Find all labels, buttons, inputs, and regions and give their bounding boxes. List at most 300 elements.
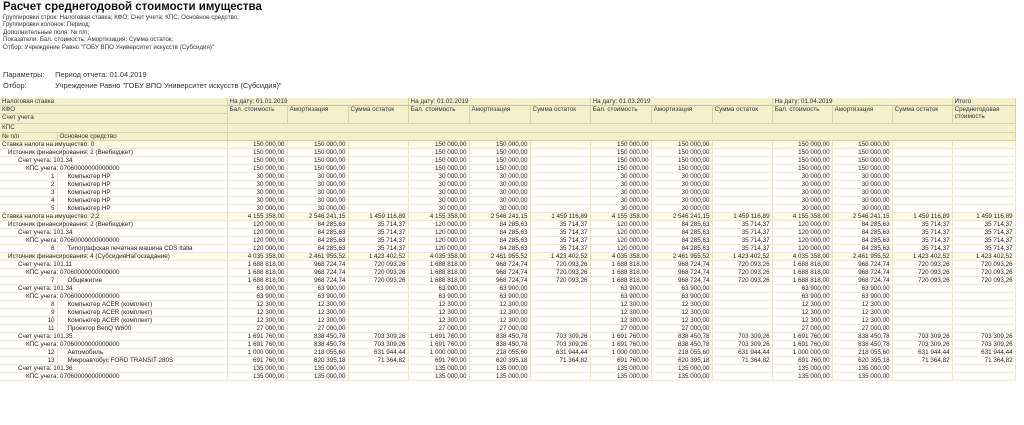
row-value: 12 300,00 [408,317,469,325]
row-value: 135 000,00 [772,373,832,381]
row-group-label: Счет учета: 101.36 [0,365,227,373]
header-period-2: На дату: 01.02.2019 [408,98,590,106]
table-row-group[interactable] [0,213,1024,221]
row-value: 2 546 241,15 [832,213,892,221]
header-kps: КПС [0,124,227,133]
row-value: 968 724,74 [287,269,348,277]
table-row-asset[interactable] [0,189,1024,197]
table-row-group[interactable] [0,365,1024,373]
row-group-label: КПС учета: 07060000000000000 [0,165,227,173]
row-group-label: Счет учета: 101.34 [0,229,227,237]
row-group-label: КПС учета: 07060000000000000 [0,373,227,381]
table-row-group[interactable] [0,237,1024,245]
row-value: 968 724,74 [469,277,530,285]
row-value: 620 395,18 [651,357,712,365]
row-value: 703 309,26 [952,333,1015,341]
table-row-group[interactable] [0,157,1024,165]
row-value: 27 000,00 [832,325,892,333]
row-value: 120 000,00 [590,229,651,237]
row-value: 84 285,63 [469,221,530,229]
row-value: 631 944,44 [530,349,590,357]
row-value [712,309,772,317]
report-table [0,98,1024,381]
row-value [530,365,590,373]
row-value: 838 450,78 [287,341,348,349]
row-value: 63 900,00 [651,293,712,301]
row-value: 838 450,78 [651,341,712,349]
row-value: 135 000,00 [590,365,651,373]
row-value: 35 714,37 [952,237,1015,245]
row-value: 4 155 358,00 [590,213,651,221]
table-row-group[interactable] [0,293,1024,301]
row-group-label: Ставка налога на имущество: 0 [0,141,227,149]
row-value [712,165,772,173]
row-value [530,189,590,197]
row-value: 150 000,00 [287,157,348,165]
row-value: 4 155 358,00 [772,213,832,221]
row-value: 35 714,37 [530,245,590,253]
row-value: 2 461 955,52 [287,253,348,261]
header-total: Итого [952,98,1015,106]
row-value: 12 300,00 [469,309,530,317]
metric-label: Бал. стоимость [229,106,275,114]
row-value [952,181,1015,189]
row-value: 1 688 818,00 [408,261,469,269]
settings-indicators: Показатели: Бал. стоимость; Амортизация; Сумма остаток; [3,36,174,44]
filter-value: Учреждение Равно "ГОБУ ВПО Университет искусств (Субсидия)" [55,80,282,90]
row-value: 150 000,00 [408,157,469,165]
row-value: 1 000 000,00 [590,349,651,357]
row-value [712,301,772,309]
row-value: 1 688 818,00 [772,261,832,269]
row-value: 35 714,37 [348,245,408,253]
row-value [952,325,1015,333]
row-value: 63 900,00 [408,293,469,301]
row-value: 27 000,00 [590,325,651,333]
row-value: 150 000,00 [832,149,892,157]
row-value: 150 000,00 [651,157,712,165]
table-row-asset[interactable] [0,197,1024,205]
row-value: 12 300,00 [772,309,832,317]
row-value: 84 285,63 [832,229,892,237]
row-value [892,165,952,173]
row-value [712,149,772,157]
header-spacer [227,133,1015,141]
header-period-4: На дату: 01.04.2019 [772,98,952,106]
row-value: 120 000,00 [408,237,469,245]
row-value: 30 000,00 [408,173,469,181]
header-metric-rest-2: Сумма остаток [530,106,590,124]
row-value: 703 309,26 [892,341,952,349]
row-value: 71 364,82 [712,357,772,365]
row-value [952,205,1015,213]
row-asset-name: Компьютер HP [57,205,227,213]
row-value: 35 714,37 [530,237,590,245]
row-value: 120 000,00 [590,245,651,253]
row-value: 35 714,37 [892,237,952,245]
row-value: 30 000,00 [408,181,469,189]
row-value [892,317,952,325]
row-value: 63 900,00 [772,285,832,293]
row-group-label: Источник финансирования: 2 (Внебюджет) [0,221,227,229]
row-value: 35 714,37 [892,229,952,237]
row-value [952,165,1015,173]
row-value: 84 285,63 [651,245,712,253]
row-value: 135 000,00 [408,373,469,381]
row-value [530,157,590,165]
header-account: Счет учета [0,114,227,124]
row-number: 11 [0,325,57,333]
row-value: 120 000,00 [772,245,832,253]
row-value [348,285,408,293]
row-value: 1 000 000,00 [227,349,287,357]
row-value: 703 309,26 [348,341,408,349]
row-value [952,373,1015,381]
row-value: 620 395,18 [469,357,530,365]
table-row-group[interactable] [0,285,1024,293]
row-value [952,189,1015,197]
row-value [952,317,1015,325]
row-value: 1 459 116,89 [952,213,1015,221]
row-value: 120 000,00 [590,221,651,229]
table-row-asset[interactable] [0,245,1024,253]
row-value: 84 285,63 [469,229,530,237]
row-value: 63 900,00 [832,293,892,301]
row-value: 4 035 358,00 [227,253,287,261]
row-value: 35 714,37 [712,221,772,229]
header-period-3: На дату: 01.03.2019 [590,98,772,106]
row-value: 30 000,00 [590,189,651,197]
row-value: 720 093,26 [712,277,772,285]
row-value [530,165,590,173]
row-value: 150 000,00 [772,165,832,173]
row-value: 30 000,00 [651,205,712,213]
row-asset-name: Типографская печатная машина CDS Italia [57,245,227,253]
row-value: 12 300,00 [469,301,530,309]
row-value: 120 000,00 [227,237,287,245]
table-row-group[interactable] [0,221,1024,229]
row-value: 720 093,26 [530,277,590,285]
table-row-asset[interactable] [0,309,1024,317]
row-value: 84 285,63 [651,221,712,229]
row-value [892,285,952,293]
row-value [530,173,590,181]
header-metric-balance-1 [227,106,287,124]
row-group-label: КПС учета: 07060000000000000 [0,269,227,277]
row-value: 691 760,00 [772,357,832,365]
row-group-label: Ставка налога на имущество: 2,2 [0,213,227,221]
table-row-asset[interactable] [0,205,1024,213]
row-value: 30 000,00 [408,205,469,213]
row-value [892,205,952,213]
report-table-body [0,141,1024,381]
row-value: 1 688 818,00 [408,277,469,285]
row-value [952,309,1015,317]
row-value: 1 459 116,89 [892,213,952,221]
row-asset-name: Компьютер HP [57,173,227,181]
row-value: 63 900,00 [287,293,348,301]
table-row-group[interactable] [0,149,1024,157]
row-value [892,149,952,157]
row-value [530,205,590,213]
row-value: 30 000,00 [832,173,892,181]
settings-row-groupings: Группировки строк: Налоговая ставка; КФО; Счет учета; КПС; Основное средство; [3,14,240,21]
header-metric-rest-4: Сумма остаток [892,106,952,124]
row-value: 35 714,37 [530,221,590,229]
row-value: 30 000,00 [469,173,530,181]
table-row-group[interactable] [0,165,1024,173]
row-group-label: Счет учета: 101.35 [0,333,227,341]
table-row-asset[interactable] [0,317,1024,325]
table-row-asset[interactable] [0,181,1024,189]
row-value: 1 459 116,89 [530,213,590,221]
parameters-label: Параметры: [3,70,45,79]
row-value: 120 000,00 [227,221,287,229]
table-row-group[interactable] [0,229,1024,237]
row-asset-name: Компьютер HP [57,197,227,205]
row-value: 84 285,63 [287,245,348,253]
row-group-label: Счет учета: 101.11 [0,261,227,269]
row-value: 30 000,00 [287,205,348,213]
row-value: 838 450,78 [469,341,530,349]
row-value: 30 000,00 [651,181,712,189]
row-value: 63 900,00 [287,285,348,293]
header-metric-amort-2: Амортизация [469,106,530,124]
row-value: 30 000,00 [408,197,469,205]
row-value: 63 900,00 [227,293,287,301]
row-value: 30 000,00 [772,189,832,197]
row-value [530,149,590,157]
table-row-asset[interactable] [0,277,1024,285]
table-row-group[interactable] [0,341,1024,349]
row-value: 720 093,26 [892,269,952,277]
table-row-group[interactable] [0,141,1024,149]
row-value [530,181,590,189]
row-value: 838 450,78 [651,333,712,341]
row-value: 1 691 760,00 [772,341,832,349]
header-metric-balance-4 [772,106,832,124]
table-row-asset[interactable] [0,357,1024,365]
row-value: 1 000 000,00 [408,349,469,357]
row-value: 150 000,00 [227,157,287,165]
row-value: 150 000,00 [287,165,348,173]
row-value: 84 285,63 [287,237,348,245]
row-value: 1 691 760,00 [408,341,469,349]
row-value: 720 093,26 [952,269,1015,277]
header-metric-balance-3 [590,106,651,124]
row-number: 2 [0,181,57,189]
row-value: 120 000,00 [772,229,832,237]
row-value [952,149,1015,157]
row-value: 63 900,00 [590,285,651,293]
table-row-asset[interactable] [0,173,1024,181]
row-value [892,301,952,309]
row-value: 35 714,37 [348,229,408,237]
row-value [892,181,952,189]
row-asset-name: Автомобиль [57,349,227,357]
row-value [712,205,772,213]
row-value: 135 000,00 [287,373,348,381]
row-value [348,317,408,325]
parameters-row [3,70,282,81]
row-value: 63 900,00 [772,293,832,301]
row-value: 84 285,63 [469,245,530,253]
row-value: 84 285,63 [651,229,712,237]
header-metric-amort-1: Амортизация [287,106,348,124]
row-value: 720 093,26 [952,261,1015,269]
row-value: 35 714,37 [712,237,772,245]
row-value [712,373,772,381]
row-value: 1 459 116,89 [348,213,408,221]
row-value: 120 000,00 [408,229,469,237]
row-value [952,285,1015,293]
row-value: 63 900,00 [408,285,469,293]
row-value: 71 364,82 [348,357,408,365]
row-asset-name: Проектор BenQ W600 [57,325,227,333]
table-row-group[interactable] [0,261,1024,269]
row-value [530,285,590,293]
row-value: 135 000,00 [832,373,892,381]
row-value: 838 450,78 [832,341,892,349]
report-table-header [0,98,1024,141]
row-value: 150 000,00 [832,165,892,173]
row-value: 27 000,00 [408,325,469,333]
row-value: 71 364,82 [892,357,952,365]
row-number: 13 [0,357,57,365]
row-value: 150 000,00 [651,149,712,157]
row-value: 838 450,78 [832,333,892,341]
row-value: 968 724,74 [651,269,712,277]
row-value: 12 300,00 [772,317,832,325]
row-value: 2 461 955,52 [469,253,530,261]
row-value [348,205,408,213]
row-value: 631 944,44 [712,349,772,357]
row-value: 30 000,00 [772,173,832,181]
row-value: 150 000,00 [832,141,892,149]
filter-label: Отбор: [3,80,27,90]
row-value [892,197,952,205]
row-value [348,173,408,181]
row-value: 150 000,00 [590,141,651,149]
row-value: 1 688 818,00 [772,269,832,277]
table-row-group[interactable] [0,253,1024,261]
row-value: 691 760,00 [590,357,651,365]
row-value: 27 000,00 [469,325,530,333]
row-value: 120 000,00 [772,237,832,245]
table-row-asset[interactable] [0,301,1024,309]
row-value: 84 285,63 [287,229,348,237]
row-value: 35 714,37 [712,245,772,253]
header-period-1: На дату: 01.01.2019 [227,98,408,106]
settings-column-groupings: Группировки колонок: Период; [3,21,91,29]
row-value [530,197,590,205]
row-value: 703 309,26 [952,341,1015,349]
row-value: 703 309,26 [892,333,952,341]
row-value: 30 000,00 [287,181,348,189]
row-value: 12 300,00 [590,301,651,309]
row-value: 631 944,44 [892,349,952,357]
row-value: 1 688 818,00 [227,277,287,285]
report-table-container[interactable] [0,98,1024,381]
row-value: 12 300,00 [590,309,651,317]
row-number: 10 [0,317,57,325]
row-value: 1 691 760,00 [772,333,832,341]
row-value: 27 000,00 [651,325,712,333]
row-value: 135 000,00 [772,365,832,373]
row-value [892,365,952,373]
row-value: 1 423 402,52 [952,253,1015,261]
row-number: 7 [0,277,57,285]
table-row-asset[interactable] [0,325,1024,333]
row-value [712,293,772,301]
row-value: 218 055,60 [832,349,892,357]
row-value [712,141,772,149]
row-value: 968 724,74 [469,269,530,277]
row-value: 1 423 402,52 [530,253,590,261]
row-value: 720 093,26 [892,261,952,269]
row-value [712,197,772,205]
row-value: 1 691 760,00 [590,333,651,341]
row-value: 691 760,00 [227,357,287,365]
row-value [348,293,408,301]
row-value: 12 300,00 [651,317,712,325]
row-value [892,173,952,181]
row-number: 5 [0,205,57,213]
table-row-asset[interactable] [0,349,1024,357]
row-number: 6 [0,245,57,253]
row-value: 30 000,00 [772,181,832,189]
row-value: 12 300,00 [832,301,892,309]
row-value: 720 093,26 [348,261,408,269]
row-asset-name: Микроавтобус FORD TRANSIT 280S [57,357,227,365]
row-value: 30 000,00 [469,181,530,189]
row-value [348,157,408,165]
row-value: 30 000,00 [772,205,832,213]
table-row-group[interactable] [0,269,1024,277]
row-value: 4 155 358,00 [227,213,287,221]
row-value: 2 546 241,15 [469,213,530,221]
row-value [952,197,1015,205]
row-value: 30 000,00 [832,205,892,213]
row-value: 12 300,00 [287,301,348,309]
header-kfo: КФО [0,106,227,114]
header-metric-rest-3: Сумма остаток [712,106,772,124]
row-value: 218 055,60 [469,349,530,357]
header-spacer [227,124,1015,133]
row-value: 120 000,00 [227,245,287,253]
row-value: 84 285,63 [287,221,348,229]
row-value: 150 000,00 [287,141,348,149]
header-metric-average [952,106,1015,124]
table-row-group[interactable] [0,333,1024,341]
header-number: № п/п [0,133,57,141]
row-value: 838 450,78 [469,333,530,341]
table-row-group[interactable] [0,373,1024,381]
row-value [952,365,1015,373]
row-value: 63 900,00 [469,293,530,301]
row-value: 12 300,00 [227,309,287,317]
row-value: 2 546 241,15 [651,213,712,221]
row-value [712,189,772,197]
row-value: 30 000,00 [227,189,287,197]
row-value: 4 035 358,00 [408,253,469,261]
row-value: 620 395,18 [832,357,892,365]
row-value: 30 000,00 [651,173,712,181]
row-number: 12 [0,349,57,357]
row-value: 703 309,26 [530,341,590,349]
row-value: 150 000,00 [408,149,469,157]
row-value: 30 000,00 [832,189,892,197]
